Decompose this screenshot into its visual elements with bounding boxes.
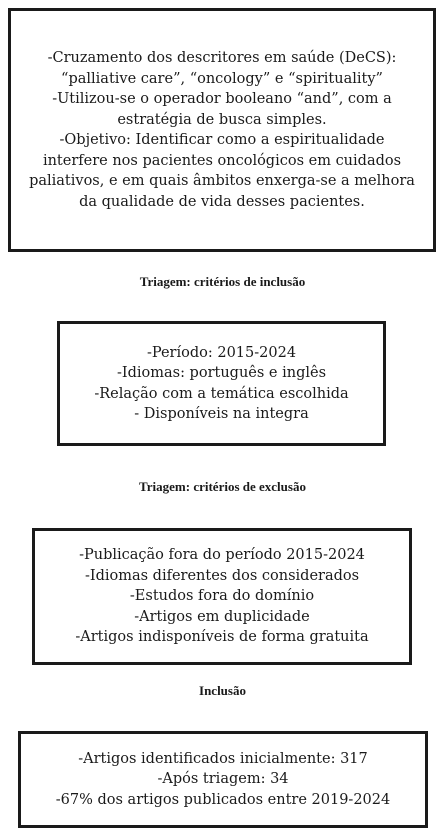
box-line: - Disponíveis na integra — [134, 406, 309, 422]
exclusion-criteria-heading: Triagem: critérios de exclusão — [139, 479, 306, 494]
box-line: -Artigos em duplicidade — [134, 608, 310, 625]
box-line: -67% dos artigos publicados entre 2019-2024 — [55, 791, 391, 808]
search-strategy-box — [8, 8, 436, 252]
box-line: -Artigos indisponíveis de forma gratuita — [75, 629, 369, 646]
box-line: da qualidade de vida desses pacientes. — [79, 193, 365, 210]
box-line: “palliative care”, “oncology” e “spirituality” — [61, 70, 383, 87]
box-line: -Idiomas diferentes dos considerados — [84, 567, 360, 584]
inclusion-results-box — [18, 731, 428, 828]
inclusion-criteria-box — [57, 321, 386, 446]
box-line: -Após triagem: 34 — [157, 771, 289, 788]
box-line: -Cruzamento dos descritores em saúde (DeCS): — [47, 50, 397, 66]
box-line: -Idiomas: português e inglês — [116, 365, 327, 381]
box-line: -Relação com a temática escolhida — [94, 385, 349, 402]
box-line: -Período: 2015-2024 — [146, 344, 297, 361]
box-line: paliativos, e em quais âmbitos enxerga-se a melhora — [29, 173, 415, 189]
box-line: estratégia de busca simples. — [117, 111, 327, 128]
box-line: -Utilizou-se o operador booleano “and”, com a — [52, 91, 392, 107]
box-line: -Estudos fora do domínio — [129, 588, 315, 605]
box-line: interfere nos pacientes oncológicos em cuidados — [42, 152, 402, 169]
box-line: -Objetivo: Identificar como a espiritualidade — [59, 132, 385, 148]
inclusion-heading: Inclusão — [199, 683, 246, 698]
exclusion-criteria-box — [32, 528, 412, 665]
box-line: -Artigos identificados inicialmente: 317 — [78, 750, 368, 767]
box-line: -Publicação fora do período 2015-2024 — [79, 547, 365, 564]
inclusion-criteria-heading: Triagem: critérios de inclusão — [139, 274, 306, 289]
